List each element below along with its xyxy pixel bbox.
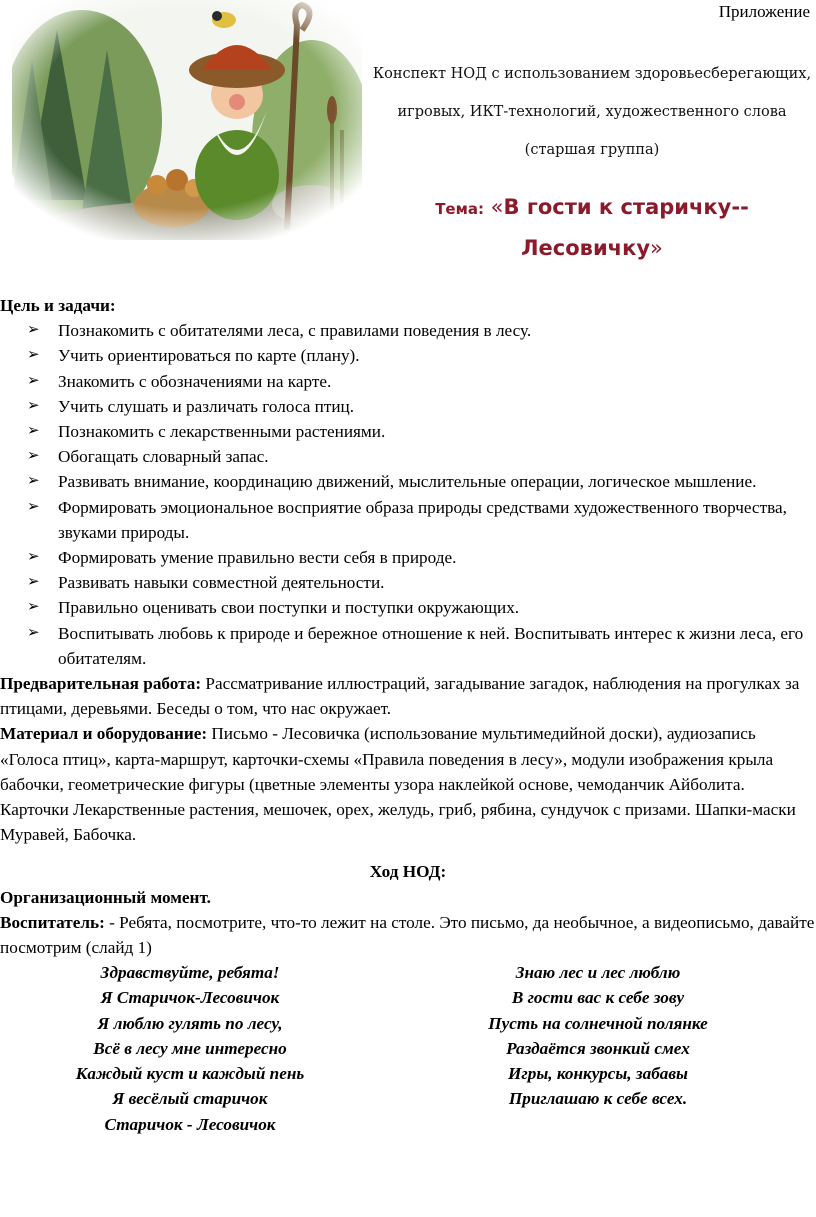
theme-title-part-1: В гости к старичку--	[503, 195, 749, 219]
goal-item: ➢ Знакомить с обозначениями на карте.	[0, 369, 816, 394]
appendix-label: Приложение	[718, 2, 810, 21]
goal-item: ➢ Формировать эмоциональное восприятие образа природы средствами художественного творчества, звуками природы.	[0, 495, 816, 545]
arrow-bullet-icon: ➢	[27, 498, 40, 515]
preliminary-work-text: Рассматривание иллюстраций, загадывание загадок, наблюдения на прогулках за птицами, деревьями. Беседы о том, что нас окружает.	[0, 674, 800, 719]
poem-line: Каждый куст и каждый пень	[75, 1064, 305, 1084]
poem-line: Игры, конкурсы, забавы	[508, 1064, 688, 1084]
poem-line: Старичок - Лесовичок	[104, 1114, 276, 1134]
arrow-bullet-icon: ➢	[27, 397, 40, 414]
arrow-bullet-icon: ➢	[27, 448, 40, 465]
goal-item: ➢ Познакомить с обитателями леса, с правилами поведения в лесу.	[0, 318, 816, 343]
educator-text: - Ребята, посмотрите, что-то лежит на столе. Это письмо, да необычное, а видеописьмо, давайте посмотрим (слайд 1)	[0, 912, 815, 958]
arrow-bullet-icon: ➢	[27, 599, 40, 616]
materials-text: Письмо - Лесовичка (использование мультимедийной доски), аудиозапись «Голоса птиц», карта-маршрут, карточки-схемы «Правила поведения в лесу», модули изображения крыла бабочки, геометрические фигуры (цветные элементы узора наклейкой основе, чемоданчик Айболита. Карточки Лекарственные растения, мешочек, орех, желудь, гриб, рябина, сундучок с призами. Шапки-маски Муравей, Бабочка.	[0, 724, 796, 845]
poem-left-column	[0, 960, 380, 1136]
goal-item: ➢ Познакомить с лекарственными растениями.	[0, 419, 816, 444]
goals-list	[0, 318, 816, 671]
arrow-bullet-icon: ➢	[27, 624, 40, 641]
arrow-bullet-icon: ➢	[27, 372, 40, 389]
theme-title-line-2	[370, 236, 814, 260]
goal-item: ➢ Учить ориентироваться по карте (плану).	[0, 343, 816, 368]
subtitle-group: (старшая группа)	[524, 142, 660, 158]
theme-title	[370, 195, 814, 219]
arrow-bullet-icon: ➢	[27, 574, 40, 591]
arrow-bullet-icon: ➢	[27, 549, 40, 566]
theme-close-quote: »	[650, 236, 663, 260]
poem-line: Здравствуйте, ребята!	[100, 963, 280, 983]
forest-gnome-illustration	[12, 0, 362, 240]
theme-open-quote: «	[484, 195, 504, 219]
poem-line: Пусть на солнечной полянке	[488, 1013, 708, 1033]
materials-label: Материал и оборудование:	[0, 724, 208, 744]
goal-item: ➢ Обогащать словарный запас.	[0, 444, 816, 469]
preliminary-work-label: Предварительная работа:	[0, 674, 202, 694]
theme-label: Тема:	[435, 200, 484, 218]
goal-item: ➢ Правильно оценивать свои поступки и поступки окружающих.	[0, 595, 816, 620]
subtitle-line-2: игровых, ИКТ-технологий, художественного слова	[397, 104, 787, 120]
poem-line: Я весёлый старичок	[112, 1089, 268, 1109]
goal-item: ➢ Развивать навыки совместной деятельности.	[0, 570, 816, 595]
subtitle-line-1: Конспект НОД с использованием здоровьесберегающих,	[372, 66, 812, 82]
course-heading: Ход НОД:	[369, 862, 447, 882]
goal-item: ➢ Развивать внимание, координацию движений, мыслительные операции, логическое мышление.	[0, 469, 816, 494]
arrow-bullet-icon: ➢	[27, 473, 40, 490]
poem	[0, 960, 816, 1136]
goal-item: ➢ Формировать умение правильно вести себя в природе.	[0, 545, 816, 570]
poem-line: Приглашаю к себе всех.	[508, 1089, 688, 1109]
materials	[0, 721, 816, 847]
educator-label: Воспитатель:	[0, 912, 105, 932]
preliminary-work	[0, 671, 816, 721]
document-body	[0, 293, 816, 1137]
poem-line: Я Старичок-Лесовичок	[100, 988, 280, 1008]
poem-line: Знаю лес и лес люблю	[515, 963, 681, 983]
goal-item: ➢ Воспитывать любовь к природе и бережное отношение к ней. Воспитывать интерес к жизни леса, его обитателям.	[0, 621, 816, 671]
poem-line: Раздаётся звонкий смех	[506, 1038, 690, 1058]
arrow-bullet-icon: ➢	[27, 423, 40, 440]
arrow-bullet-icon: ➢	[27, 322, 40, 339]
arrow-bullet-icon: ➢	[27, 347, 40, 364]
theme-title-part-2: Лесовичку	[521, 236, 651, 260]
poem-right-column	[380, 960, 816, 1136]
educator-speech	[0, 910, 816, 960]
org-moment-heading: Организационный момент.	[0, 887, 211, 907]
poem-line: Я люблю гулять по лесу,	[97, 1013, 283, 1033]
goals-heading: Цель и задачи:	[0, 296, 116, 315]
poem-line: Всё в лесу мне интересно	[93, 1038, 287, 1058]
poem-line: В гости вас к себе зову	[511, 988, 685, 1008]
goal-item: ➢ Учить слушать и различать голоса птиц.	[0, 394, 816, 419]
